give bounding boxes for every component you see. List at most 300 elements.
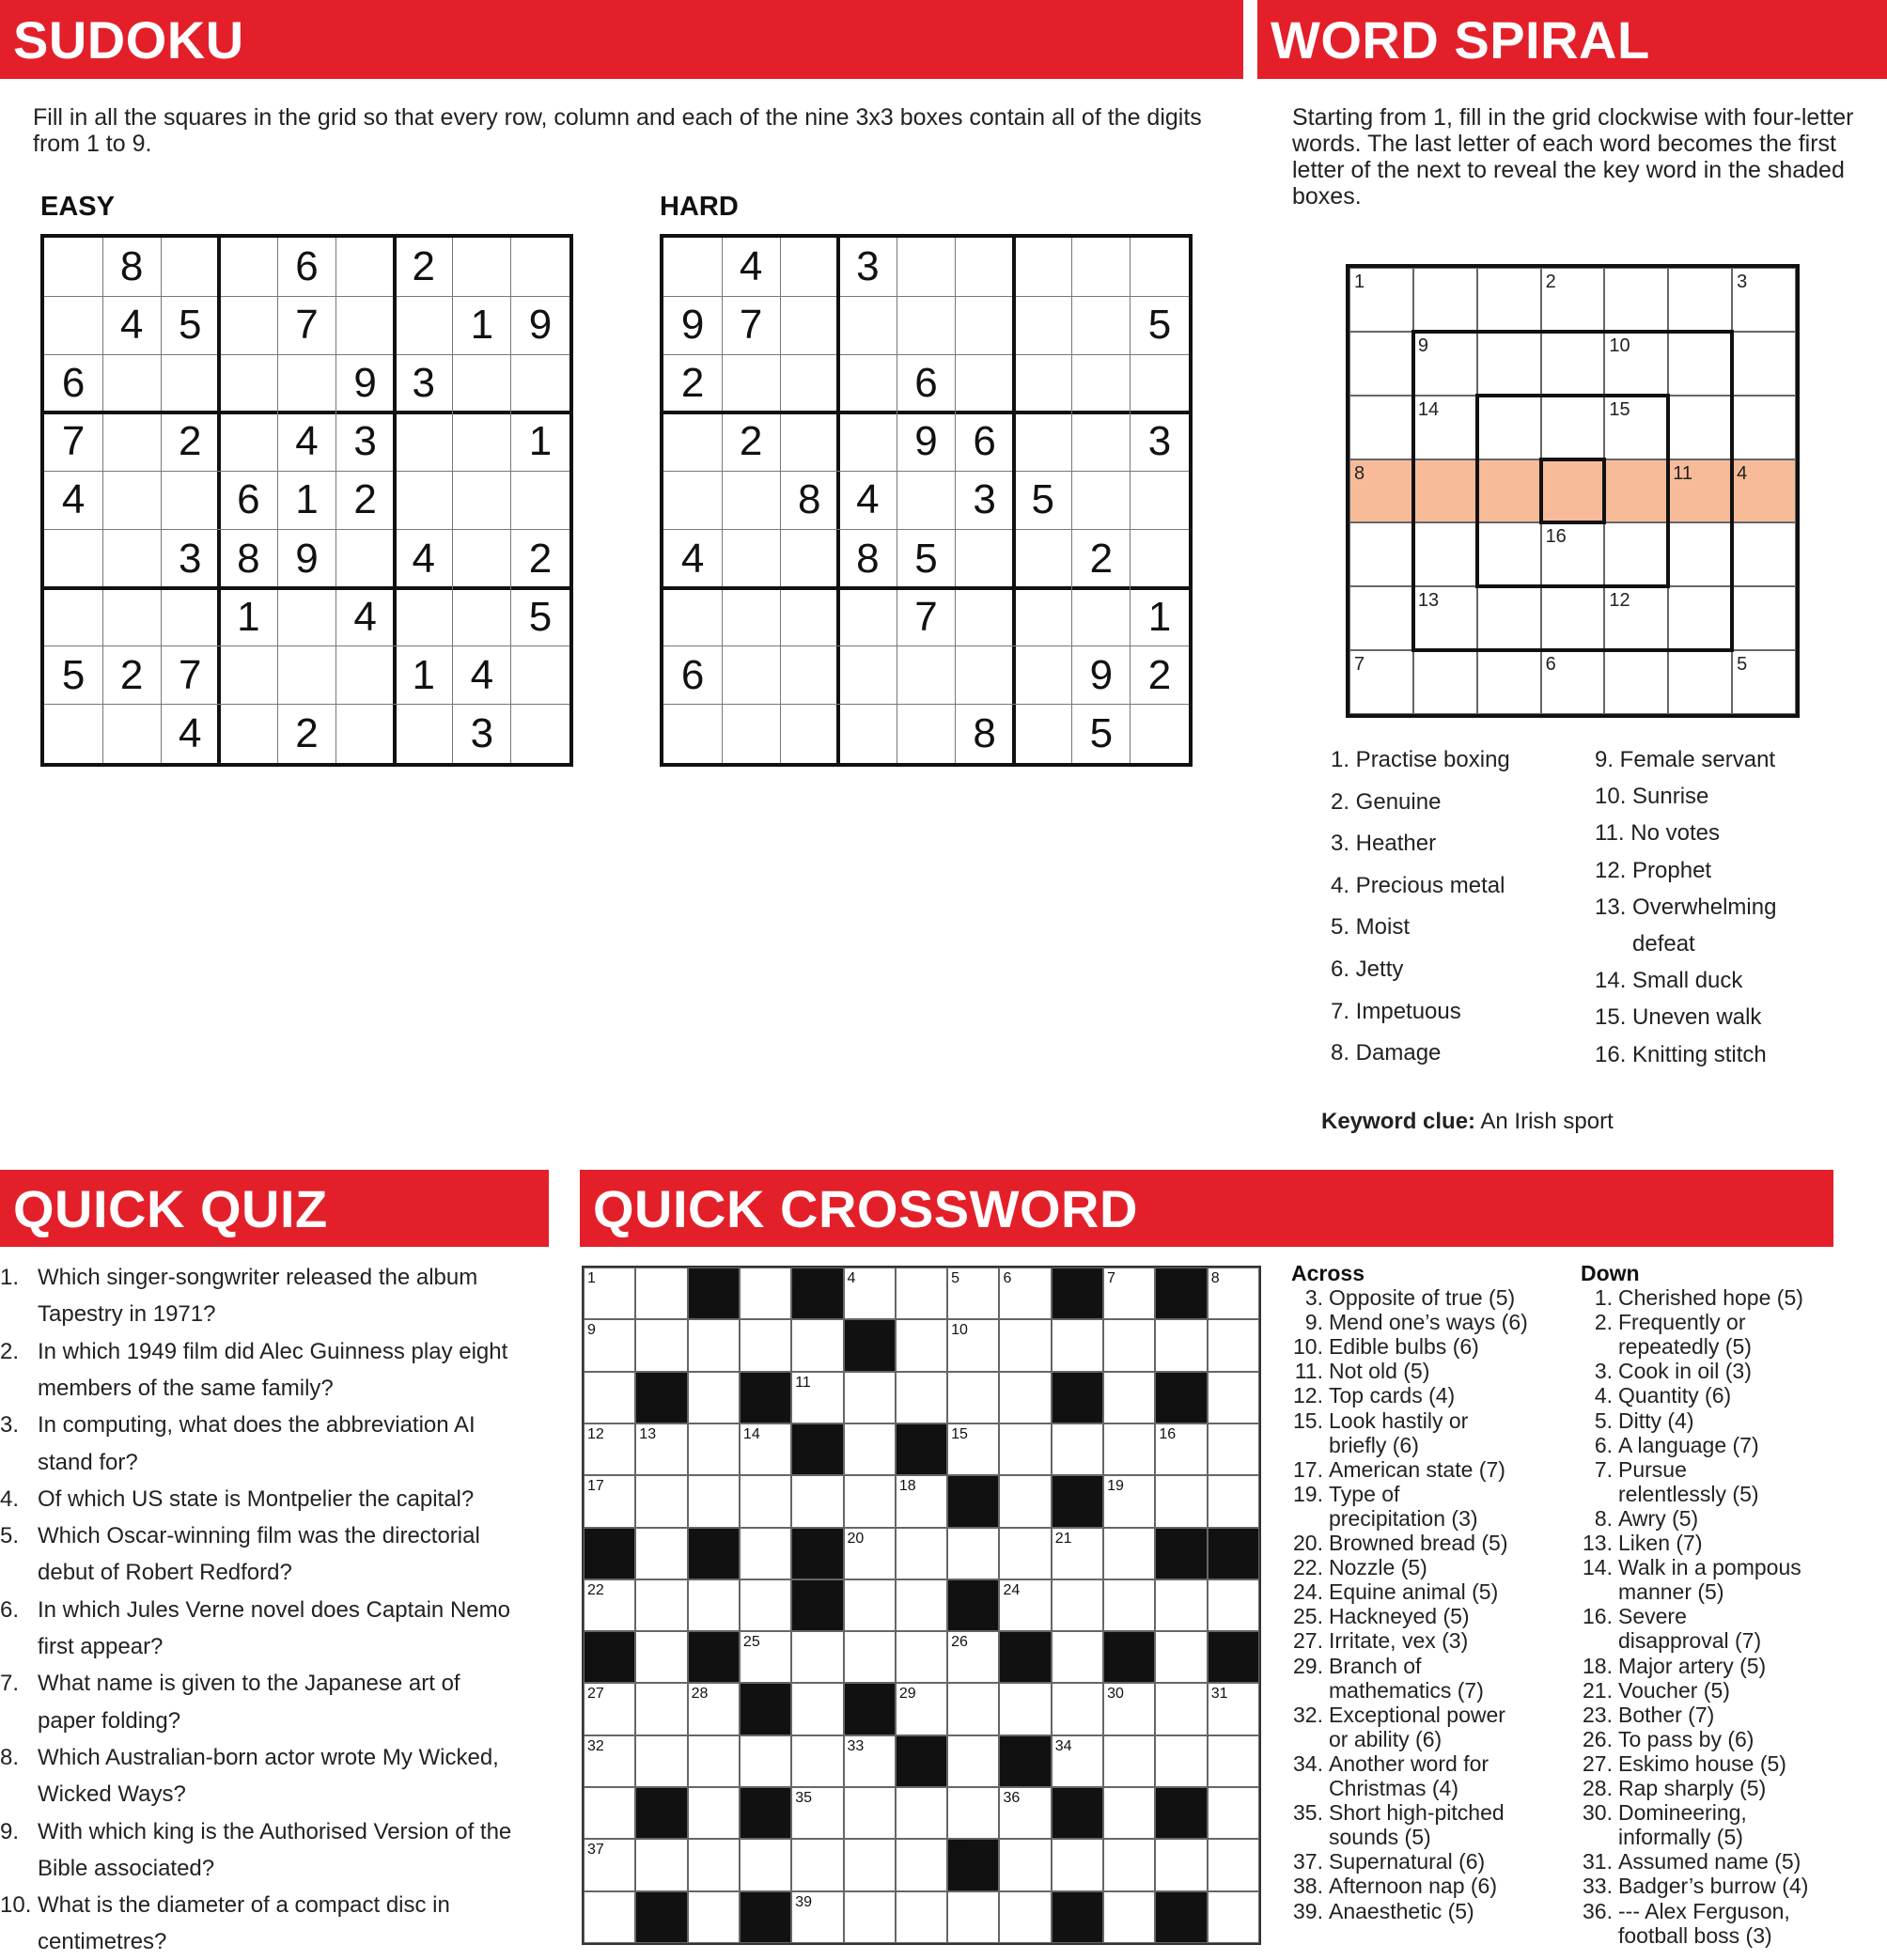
sudoku-cell bbox=[780, 296, 838, 354]
crossword-cell bbox=[1208, 1787, 1259, 1839]
clue-text: repeatedly (5) bbox=[1618, 1334, 1752, 1360]
quiz-number: 6. bbox=[0, 1596, 20, 1623]
crossword-black-cell bbox=[635, 1891, 687, 1943]
crossword-black-cell bbox=[740, 1683, 791, 1734]
clue-text: Badger’s burrow (4) bbox=[1618, 1874, 1809, 1899]
sudoku-cell bbox=[277, 588, 335, 646]
crossword-cell bbox=[1052, 1579, 1103, 1631]
clue-number: 14. bbox=[1583, 1555, 1613, 1580]
crossword-number: 27 bbox=[587, 1686, 604, 1703]
sudoku-cell bbox=[336, 646, 395, 705]
spiral-cell bbox=[1732, 586, 1796, 650]
clue-text: Voucher (5) bbox=[1618, 1677, 1730, 1703]
crossword-number: 32 bbox=[587, 1737, 604, 1754]
sudoku-cell: 2 bbox=[1089, 535, 1114, 582]
sudoku-cell bbox=[1072, 588, 1131, 646]
sudoku-cell bbox=[277, 354, 335, 412]
clue-number: 36. bbox=[1583, 1898, 1613, 1923]
crossword-black-cell bbox=[791, 1528, 843, 1579]
crossword-cell bbox=[688, 1319, 740, 1371]
quiz-question-line: Which Australian-born actor wrote My Wicked, bbox=[38, 1744, 499, 1770]
sudoku-cell bbox=[44, 705, 102, 763]
sudoku-cell bbox=[395, 471, 453, 529]
spiral-clue: 15. Uneven walk bbox=[1595, 1004, 1762, 1031]
spiral-cell bbox=[1349, 396, 1413, 459]
spiral-clue: 1. Practise boxing bbox=[1331, 747, 1510, 772]
crossword-black-cell bbox=[999, 1631, 1051, 1683]
crossword-cell bbox=[635, 1319, 687, 1371]
clue-text: Cherished hope (5) bbox=[1618, 1285, 1803, 1310]
clue-text: Look hastily or bbox=[1329, 1408, 1469, 1433]
crossword-cell bbox=[896, 1268, 947, 1319]
crossword-black-cell bbox=[1103, 1631, 1155, 1683]
hard-label: HARD bbox=[660, 192, 739, 222]
crossword-number: 23 bbox=[795, 1581, 813, 1598]
quiz-question-line: Wicked Ways? bbox=[38, 1781, 186, 1808]
crossword-cell bbox=[947, 1891, 999, 1943]
crossword-black-cell bbox=[740, 1372, 791, 1423]
sudoku-cell bbox=[336, 530, 395, 588]
crossword-number: 15 bbox=[951, 1425, 968, 1442]
crossword-cell bbox=[947, 1683, 999, 1734]
sudoku-cell: 8 bbox=[856, 535, 880, 582]
sudoku-cell bbox=[161, 354, 219, 412]
sudoku-cell bbox=[722, 588, 780, 646]
sudoku-cell bbox=[956, 238, 1014, 296]
sudoku-cell: 1 bbox=[1147, 593, 1172, 640]
sudoku-cell: 6 bbox=[237, 476, 260, 523]
sudoku-hard-grid bbox=[660, 234, 1193, 767]
sudoku-cell bbox=[722, 354, 780, 412]
clue-number: 27. bbox=[1293, 1628, 1323, 1654]
sudoku-cell bbox=[219, 238, 277, 296]
crossword-black-cell bbox=[688, 1631, 740, 1683]
sudoku-cell bbox=[219, 296, 277, 354]
crossword-number: 39 bbox=[795, 1893, 813, 1910]
crossword-black-cell bbox=[584, 1631, 635, 1683]
crossword-cell bbox=[1208, 1839, 1259, 1890]
quick-crossword-banner bbox=[580, 1170, 1833, 1247]
sudoku-cell: 7 bbox=[739, 302, 763, 349]
quiz-question-line: Bible associated? bbox=[38, 1855, 215, 1881]
sudoku-cell: 8 bbox=[973, 709, 996, 756]
sudoku-cell bbox=[838, 588, 897, 646]
sudoku-cell bbox=[663, 412, 722, 471]
crossword-cell bbox=[947, 1372, 999, 1423]
clue-text: mathematics (7) bbox=[1329, 1677, 1484, 1703]
quiz-number: 9. bbox=[0, 1818, 20, 1844]
sudoku-cell bbox=[956, 530, 1014, 588]
crossword-cell bbox=[1155, 1839, 1207, 1890]
clue-text: Branch of bbox=[1329, 1653, 1422, 1678]
crossword-black-cell bbox=[1208, 1528, 1259, 1579]
crossword-number: 30 bbox=[1107, 1686, 1124, 1703]
quiz-question-line: In computing, what does the abbreviation AI bbox=[38, 1412, 476, 1439]
sudoku-title: SUDOKU bbox=[13, 9, 244, 70]
crossword-cell bbox=[740, 1268, 791, 1319]
crossword-black-cell bbox=[1052, 1268, 1103, 1319]
sudoku-cell: 9 bbox=[914, 418, 938, 465]
clue-number: 24. bbox=[1293, 1579, 1323, 1605]
sudoku-cell bbox=[102, 412, 161, 471]
clue-text: or ability (6) bbox=[1329, 1726, 1443, 1751]
crossword-black-cell bbox=[1052, 1891, 1103, 1943]
spiral-cell bbox=[1732, 396, 1796, 459]
sudoku-cell bbox=[511, 354, 569, 412]
clue-number: 3. bbox=[1594, 1359, 1613, 1384]
crossword-cell bbox=[635, 1268, 687, 1319]
crossword-black-cell bbox=[1052, 1475, 1103, 1527]
clue-text: Liken (7) bbox=[1618, 1531, 1703, 1555]
spiral-ring bbox=[1539, 458, 1607, 525]
sudoku-cell bbox=[511, 705, 569, 763]
clue-number: 10. bbox=[1293, 1334, 1323, 1360]
clue-number: 8. bbox=[1594, 1505, 1613, 1531]
clue-text: Not old (5) bbox=[1329, 1359, 1430, 1384]
sudoku-cell: 6 bbox=[914, 360, 938, 407]
crossword-black-cell bbox=[947, 1579, 999, 1631]
sudoku-cell bbox=[1072, 238, 1131, 296]
sudoku-cell bbox=[780, 412, 838, 471]
sudoku-cell bbox=[161, 471, 219, 529]
clue-text: Awry (5) bbox=[1618, 1505, 1699, 1531]
crossword-cell bbox=[635, 1631, 687, 1683]
crossword-cell bbox=[1155, 1579, 1207, 1631]
clue-number: 5. bbox=[1594, 1408, 1613, 1433]
clue-number: 28. bbox=[1583, 1776, 1613, 1800]
sudoku-cell: 6 bbox=[61, 360, 86, 407]
crossword-cell bbox=[896, 1528, 947, 1579]
clue-number: 35. bbox=[1293, 1800, 1323, 1826]
sudoku-cell bbox=[780, 646, 838, 705]
sudoku-cell bbox=[956, 354, 1014, 412]
sudoku-cell bbox=[219, 646, 277, 705]
sudoku-cell bbox=[780, 705, 838, 763]
sudoku-cell: 4 bbox=[470, 651, 494, 698]
crossword-cell bbox=[896, 1319, 947, 1371]
crossword-cell bbox=[896, 1372, 947, 1423]
easy-label: EASY bbox=[40, 192, 115, 222]
crossword-cell bbox=[1155, 1683, 1207, 1734]
crossword-cell bbox=[1208, 1319, 1259, 1371]
spiral-cell bbox=[1668, 650, 1732, 714]
crossword-black-cell bbox=[1155, 1528, 1207, 1579]
crossword-cell bbox=[1103, 1839, 1155, 1890]
crossword-number: 10 bbox=[951, 1322, 968, 1339]
sudoku-cell bbox=[219, 412, 277, 471]
clue-text: Short high-pitched bbox=[1329, 1800, 1505, 1826]
sudoku-cell bbox=[102, 530, 161, 588]
clue-number: 23. bbox=[1583, 1702, 1613, 1727]
sudoku-cell bbox=[219, 705, 277, 763]
clue-number: 21. bbox=[1583, 1677, 1613, 1703]
quick-crossword-title: QUICK CROSSWORD bbox=[593, 1178, 1138, 1238]
sudoku-cell: 3 bbox=[1147, 418, 1172, 465]
sudoku-cell: 7 bbox=[295, 302, 319, 349]
sudoku-cell bbox=[956, 296, 1014, 354]
crossword-number: 12 bbox=[587, 1425, 604, 1442]
crossword-cell bbox=[1052, 1683, 1103, 1734]
sudoku-cell: 5 bbox=[914, 535, 938, 582]
clue-text: Anaesthetic (5) bbox=[1329, 1898, 1474, 1923]
clue-text: Browned bread (5) bbox=[1329, 1531, 1508, 1555]
crossword-number: 5 bbox=[951, 1270, 960, 1286]
quiz-number: 2. bbox=[0, 1338, 20, 1364]
sudoku-cell bbox=[897, 238, 955, 296]
spiral-number: 14 bbox=[1417, 398, 1440, 420]
crossword-cell bbox=[584, 1787, 635, 1839]
sudoku-cell: 5 bbox=[528, 593, 553, 640]
sudoku-cell bbox=[511, 471, 569, 529]
crossword-number: 1 bbox=[587, 1270, 596, 1286]
crossword-cell bbox=[740, 1528, 791, 1579]
crossword-cell bbox=[896, 1787, 947, 1839]
spiral-number: 2 bbox=[1545, 272, 1556, 292]
crossword-cell bbox=[1208, 1579, 1259, 1631]
sudoku-cell bbox=[838, 296, 897, 354]
crossword-cell bbox=[844, 1579, 896, 1631]
clue-text: relentlessly (5) bbox=[1618, 1481, 1759, 1506]
crossword-number: 37 bbox=[587, 1842, 604, 1859]
spiral-number: 15 bbox=[1609, 398, 1630, 420]
crossword-number: 25 bbox=[742, 1634, 760, 1651]
sudoku-cell: 5 bbox=[179, 302, 202, 349]
clue-text: Exceptional power bbox=[1329, 1702, 1505, 1727]
sudoku-cell: 6 bbox=[973, 418, 996, 465]
quiz-number: 7. bbox=[0, 1671, 20, 1697]
crossword-cell bbox=[740, 1319, 791, 1371]
sudoku-cell: 8 bbox=[798, 476, 821, 523]
crossword-cell bbox=[999, 1891, 1051, 1943]
crossword-number: 31 bbox=[1210, 1686, 1228, 1703]
quiz-question-line: debut of Robert Redford? bbox=[38, 1560, 292, 1586]
sudoku-cell: 1 bbox=[470, 302, 494, 349]
crossword-cell bbox=[1208, 1891, 1259, 1943]
crossword-cell bbox=[1103, 1319, 1155, 1371]
sudoku-cell bbox=[336, 296, 395, 354]
crossword-cell bbox=[688, 1787, 740, 1839]
clue-text: Frequently or bbox=[1618, 1310, 1746, 1335]
crossword-grid bbox=[582, 1266, 1261, 1945]
sudoku-cell: 4 bbox=[856, 476, 880, 523]
crossword-number: 4 bbox=[847, 1270, 856, 1286]
crossword-cell bbox=[896, 1891, 947, 1943]
clue-text: Supernatural (6) bbox=[1329, 1849, 1486, 1874]
clue-number: 19. bbox=[1293, 1481, 1323, 1506]
quiz-question-line: What name is given to the Japanese art of bbox=[38, 1671, 460, 1697]
crossword-black-cell bbox=[740, 1891, 791, 1943]
spiral-cell bbox=[1732, 522, 1796, 586]
spiral-clue: 10. Sunrise bbox=[1595, 784, 1709, 810]
sudoku-cell bbox=[1131, 705, 1189, 763]
clue-text: Afternoon nap (6) bbox=[1329, 1874, 1498, 1899]
sudoku-cell: 2 bbox=[680, 360, 705, 407]
clue-text: manner (5) bbox=[1618, 1579, 1724, 1605]
sudoku-cell: 6 bbox=[680, 651, 705, 698]
spiral-clue: 14. Small duck bbox=[1595, 968, 1743, 994]
sudoku-cell bbox=[780, 354, 838, 412]
sudoku-cell: 4 bbox=[680, 535, 705, 582]
sudoku-cell: 2 bbox=[295, 709, 319, 756]
sudoku-cell bbox=[1014, 296, 1072, 354]
crossword-cell bbox=[947, 1787, 999, 1839]
sudoku-cell bbox=[44, 588, 102, 646]
clue-text: Another word for bbox=[1329, 1750, 1489, 1776]
sudoku-cell: 3 bbox=[856, 243, 880, 290]
clue-number: 16. bbox=[1583, 1604, 1613, 1629]
clue-number: 20. bbox=[1293, 1531, 1323, 1555]
clue-text: Domineering, bbox=[1618, 1800, 1747, 1826]
clue-number: 27. bbox=[1583, 1750, 1613, 1776]
crossword-cell bbox=[999, 1839, 1051, 1890]
crossword-cell bbox=[688, 1423, 740, 1475]
clue-number: 2. bbox=[1594, 1310, 1613, 1335]
clue-text: Edible bulbs (6) bbox=[1329, 1334, 1479, 1360]
spiral-number: 6 bbox=[1545, 654, 1556, 676]
sudoku-cell bbox=[102, 471, 161, 529]
sudoku-cell: 7 bbox=[61, 418, 86, 465]
crossword-cell bbox=[844, 1787, 896, 1839]
sudoku-cell bbox=[1014, 238, 1072, 296]
spiral-clue: 8. Damage bbox=[1331, 1040, 1442, 1066]
spiral-cell bbox=[1349, 522, 1413, 586]
crossword-cell bbox=[688, 1475, 740, 1527]
clue-text: Hackneyed (5) bbox=[1329, 1604, 1470, 1629]
sudoku-cell: 5 bbox=[61, 651, 86, 698]
clue-number: 39. bbox=[1293, 1898, 1323, 1923]
keyword-clue-label: Keyword clue: bbox=[1321, 1109, 1476, 1134]
quiz-number: 10. bbox=[0, 1892, 32, 1919]
clue-number: 30. bbox=[1583, 1800, 1613, 1826]
sudoku-cell: 8 bbox=[119, 243, 144, 290]
sudoku-cell: 3 bbox=[470, 709, 494, 756]
sudoku-cell: 1 bbox=[295, 476, 319, 523]
sudoku-cell bbox=[663, 705, 722, 763]
crossword-number: 29 bbox=[898, 1686, 916, 1703]
sudoku-cell bbox=[722, 530, 780, 588]
crossword-cell bbox=[844, 1631, 896, 1683]
crossword-number: 13 bbox=[639, 1425, 657, 1442]
crossword-black-cell bbox=[1155, 1787, 1207, 1839]
crossword-number: 24 bbox=[1003, 1581, 1021, 1598]
crossword-black-cell bbox=[635, 1787, 687, 1839]
crossword-cell bbox=[791, 1631, 843, 1683]
crossword-number: 9 bbox=[587, 1322, 596, 1339]
sudoku-cell bbox=[1131, 530, 1189, 588]
sudoku-easy-grid bbox=[40, 234, 573, 767]
clue-number: 11. bbox=[1294, 1359, 1323, 1384]
crossword-cell bbox=[740, 1475, 791, 1527]
spiral-clue: 5. Moist bbox=[1331, 914, 1411, 941]
word-spiral-banner bbox=[1257, 0, 1887, 79]
spiral-cell bbox=[1413, 268, 1477, 332]
sudoku-cell bbox=[1131, 238, 1189, 296]
crossword-cell bbox=[1208, 1423, 1259, 1475]
crossword-cell bbox=[999, 1372, 1051, 1423]
sudoku-cell bbox=[780, 588, 838, 646]
clue-text: American state (7) bbox=[1329, 1456, 1505, 1482]
crossword-cell bbox=[1103, 1735, 1155, 1787]
spiral-clue: defeat bbox=[1632, 931, 1695, 957]
crossword-cell bbox=[1103, 1891, 1155, 1943]
crossword-cell bbox=[791, 1839, 843, 1890]
quiz-question-line: In which 1949 film did Alec Guinness play eight bbox=[38, 1338, 508, 1364]
clue-text: Ditty (4) bbox=[1618, 1408, 1694, 1433]
sudoku-cell bbox=[897, 646, 955, 705]
quiz-question-line: Which singer-songwriter released the album bbox=[38, 1265, 478, 1290]
clue-text: Assumed name (5) bbox=[1618, 1849, 1801, 1874]
spiral-number: 12 bbox=[1609, 590, 1630, 612]
crossword-number: 35 bbox=[795, 1790, 813, 1807]
quiz-number: 1. bbox=[0, 1265, 20, 1290]
crossword-cell bbox=[688, 1579, 740, 1631]
down-heading: Down bbox=[1581, 1261, 1640, 1285]
sudoku-cell bbox=[1072, 471, 1131, 529]
crossword-cell bbox=[896, 1631, 947, 1683]
quiz-question-line: What is the diameter of a compact disc in bbox=[38, 1892, 450, 1919]
clue-text: precipitation (3) bbox=[1329, 1505, 1478, 1531]
spiral-cell bbox=[1604, 650, 1668, 714]
sudoku-cell bbox=[102, 588, 161, 646]
spiral-number: 11 bbox=[1673, 462, 1693, 484]
sudoku-cell bbox=[1014, 705, 1072, 763]
clue-text: briefly (6) bbox=[1329, 1432, 1419, 1457]
spiral-clue: 13. Overwhelming bbox=[1595, 894, 1777, 920]
sudoku-cell: 1 bbox=[237, 593, 260, 640]
crossword-number: 33 bbox=[847, 1737, 865, 1754]
sudoku-cell bbox=[453, 354, 511, 412]
crossword-cell bbox=[740, 1839, 791, 1890]
crossword-cell bbox=[1103, 1528, 1155, 1579]
crossword-cell bbox=[1155, 1631, 1207, 1683]
sudoku-cell bbox=[897, 471, 955, 529]
sudoku-cell bbox=[780, 530, 838, 588]
spiral-cell bbox=[1477, 268, 1541, 332]
crossword-cell bbox=[947, 1528, 999, 1579]
crossword-cell bbox=[844, 1372, 896, 1423]
sudoku-cell bbox=[722, 471, 780, 529]
quiz-number: 4. bbox=[0, 1486, 20, 1512]
sudoku-cell bbox=[102, 354, 161, 412]
sudoku-cell bbox=[1014, 588, 1072, 646]
sudoku-cell: 9 bbox=[1089, 651, 1114, 698]
spiral-clue: 3. Heather bbox=[1331, 831, 1437, 857]
clue-number: 37. bbox=[1293, 1849, 1323, 1874]
clue-number: 1. bbox=[1594, 1285, 1613, 1310]
clue-text: Major artery (5) bbox=[1618, 1653, 1767, 1678]
word-spiral-title: WORD SPIRAL bbox=[1271, 9, 1650, 70]
clue-number: 15. bbox=[1293, 1408, 1323, 1433]
sudoku-cell bbox=[511, 646, 569, 705]
crossword-cell bbox=[1052, 1423, 1103, 1475]
spiral-number: 9 bbox=[1417, 334, 1428, 356]
sudoku-cell bbox=[838, 646, 897, 705]
crossword-black-cell bbox=[1155, 1891, 1207, 1943]
clue-text: A language (7) bbox=[1618, 1432, 1759, 1457]
quiz-number: 3. bbox=[0, 1412, 20, 1439]
spiral-number: 16 bbox=[1545, 526, 1567, 548]
crossword-cell bbox=[1208, 1475, 1259, 1527]
clue-number: 33. bbox=[1583, 1874, 1613, 1899]
crossword-cell bbox=[999, 1683, 1051, 1734]
crossword-cell bbox=[791, 1319, 843, 1371]
crossword-number: 22 bbox=[587, 1581, 604, 1598]
sudoku-cell: 6 bbox=[295, 243, 319, 290]
clue-number: 29. bbox=[1293, 1653, 1323, 1678]
crossword-cell bbox=[688, 1891, 740, 1943]
crossword-number: 34 bbox=[1054, 1737, 1072, 1754]
quick-quiz-title: QUICK QUIZ bbox=[13, 1178, 328, 1238]
